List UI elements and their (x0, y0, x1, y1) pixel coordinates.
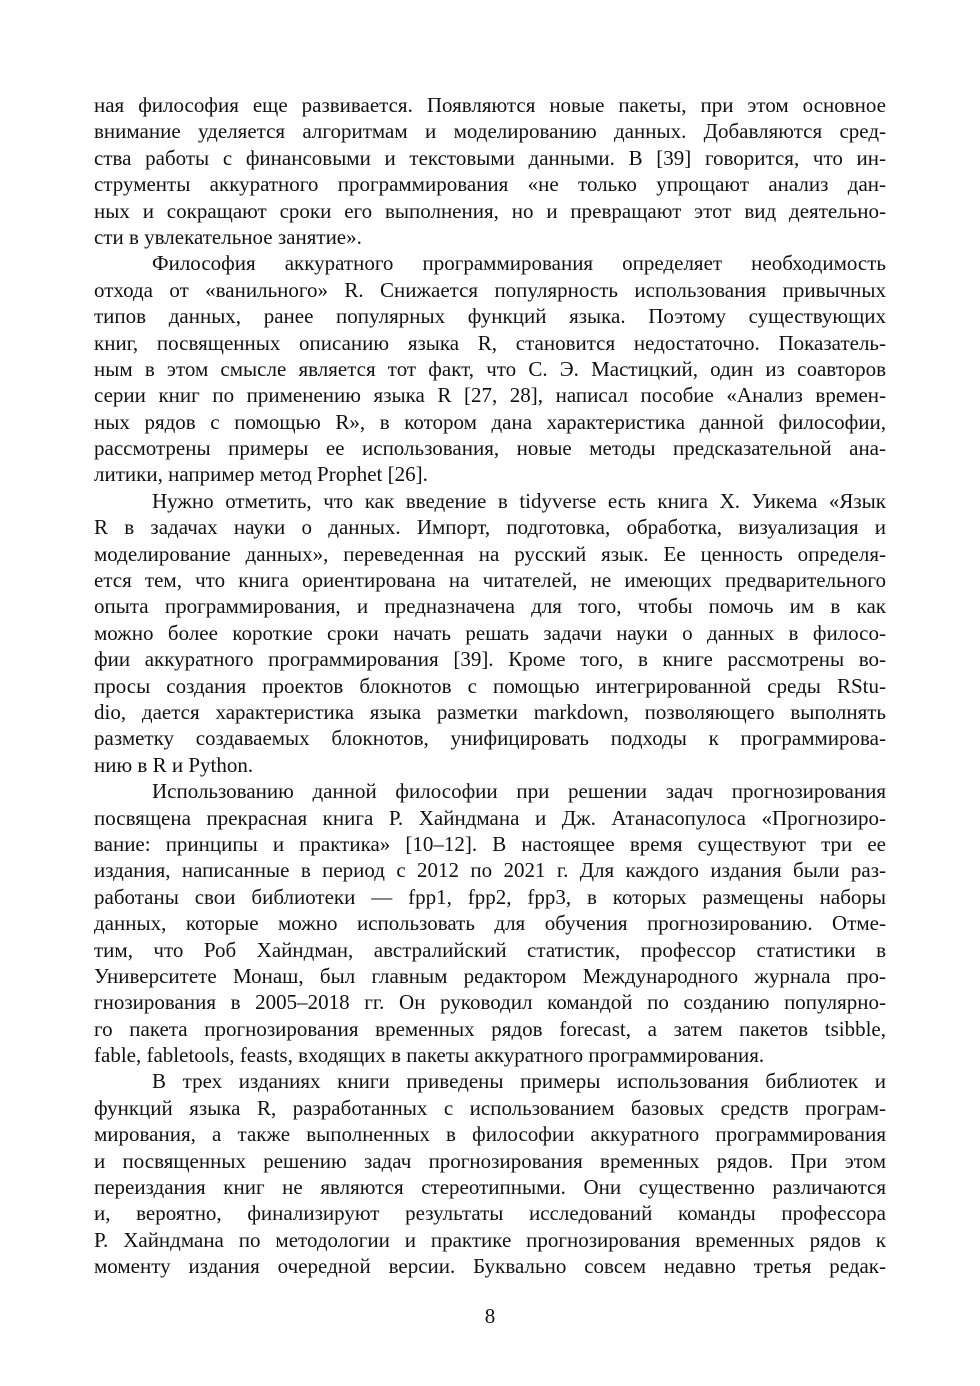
text-line: типов данных, ранее популярных функций языка. Поэтому существующих (94, 304, 886, 329)
text-line: Философия аккуратного программирования определяет необходимость (152, 251, 886, 276)
text-line: разметку создаваемых блокнотов, унифицировать подходы к программирова- (94, 726, 886, 751)
text-line: ных и сокращают сроки его выполнения, но и превращают этот вид деятельно- (94, 198, 886, 223)
text-line: данных, которые можно использовать для обучения прогнозированию. Отме- (94, 911, 886, 936)
text-line: ная философия еще развивается. Появляются новые пакеты, при этом основное (94, 93, 886, 117)
text-line: опыта программирования, и предназначена для того, чтобы помочь им в как (94, 594, 886, 619)
text-line: серии книг по применению языка R [27, 28], написал пособие «Анализ времен- (94, 383, 886, 408)
text-line: fable, fabletools, feasts, входящих в пакеты аккуратного программирования. (94, 1043, 765, 1068)
paragraph-2 (94, 250, 886, 488)
text-line: ства работы с финансовыми и текстовыми данными. В [39] говорится, что ин- (94, 145, 886, 170)
text-line: рассмотрены примеры ее использования, новые методы предсказательной ана- (94, 436, 886, 461)
paragraph-5 (94, 1068, 886, 1279)
text-line: издания, написанные в период с 2012 по 2021 г. Для каждого издания были раз- (94, 858, 886, 883)
text-line: функций языка R, разработанных с использованием базовых средств програм- (94, 1095, 886, 1120)
text-line: книг, посвященных описанию языка R, становится недостаточно. Показатель- (94, 330, 886, 355)
page-body (94, 92, 886, 1280)
text-line: фии аккуратного программирования [39]. Кроме того, в книге рассмотрены во- (94, 647, 886, 672)
paragraph-4 (94, 778, 886, 1068)
text-line: R в задачах науки о данных. Импорт, подготовка, обработка, визуализация и (94, 515, 886, 540)
text-line: Нужно отметить, что как введение в tidyverse есть книга Х. Уикема «Язык (152, 488, 886, 513)
text-line: Использованию данной философии при решении задач прогнозирования (152, 779, 886, 804)
text-line: струменты аккуратного программирования «не только упрощают анализ дан- (94, 172, 886, 197)
text-line: просы создания проектов блокнотов с помощью интегрированной среды RStu- (94, 673, 886, 698)
text-line: го пакета прогнозирования временных рядов forecast, а затем пакетов tsibble, (94, 1016, 886, 1041)
text-line: можно более короткие сроки начать решать задачи науки о данных в филосо- (94, 620, 886, 645)
text-line: и, вероятно, финализируют результаты исследований команды профессора (94, 1201, 886, 1226)
text-line: ных рядов с помощью R», в котором дана характеристика данной философии, (94, 409, 886, 434)
paragraph-1 (94, 92, 886, 250)
text-line: сти в увлекательное занятие». (94, 224, 362, 249)
text-line: гнозирования в 2005–2018 гг. Он руководил командой по созданию популярно- (94, 990, 886, 1015)
text-line: моделирование данных», переведенная на русский язык. Ее ценность определя- (94, 541, 886, 566)
text-line: вание: принципы и практика» [10–12]. В настоящее время существуют три ее (94, 831, 886, 856)
text-line: В трех изданиях книги приведены примеры использования библиотек и (152, 1069, 886, 1094)
text-line: и посвященных решению задач прогнозирования временных рядов. При этом (94, 1148, 886, 1173)
text-line: переиздания книг не являются стереотипными. Они существенно различаются (94, 1175, 886, 1200)
text-line: Университете Монаш, был главным редактором Международного журнала про- (94, 963, 886, 988)
text-line: нию в R и Python. (94, 752, 254, 777)
text-line: ным в этом смысле является тот факт, что С. Э. Мастицкий, один из соавторов (94, 356, 886, 381)
page-number: 8 (484, 1304, 496, 1328)
text-line: моменту издания очередной версии. Буквально совсем недавно третья редак- (94, 1254, 886, 1279)
text-line: dio, дается характеристика языка разметки markdown, позволяющего выполнять (94, 699, 886, 724)
text-line: мирования, а также выполненных в философии аккуратного программирования (94, 1122, 886, 1147)
text-line: внимание уделяется алгоритмам и моделированию данных. Добавляются сред- (94, 119, 886, 144)
text-line: посвящена прекрасная книга Р. Хайндмана и Дж. Атанасопулоса «Прогнозиро- (94, 805, 886, 830)
text-line: тим, что Роб Хайндман, австралийский статистик, профессор статистики в (94, 937, 886, 962)
text-line: работаны свои библиотеки — fpp1, fpp2, fpp3, в которых размещены наборы (94, 884, 886, 909)
text-line: ется тем, что книга ориентирована на читателей, не имеющих предварительного (94, 568, 886, 593)
text-line: Р. Хайндмана по методологии и практике прогнозирования временных рядов к (94, 1227, 886, 1252)
text-line: литики, например метод Prophet [26]. (94, 462, 428, 487)
text-line: отхода от «ванильного» R. Снижается популярность использования привычных (94, 277, 886, 302)
paragraph-3 (94, 488, 886, 778)
